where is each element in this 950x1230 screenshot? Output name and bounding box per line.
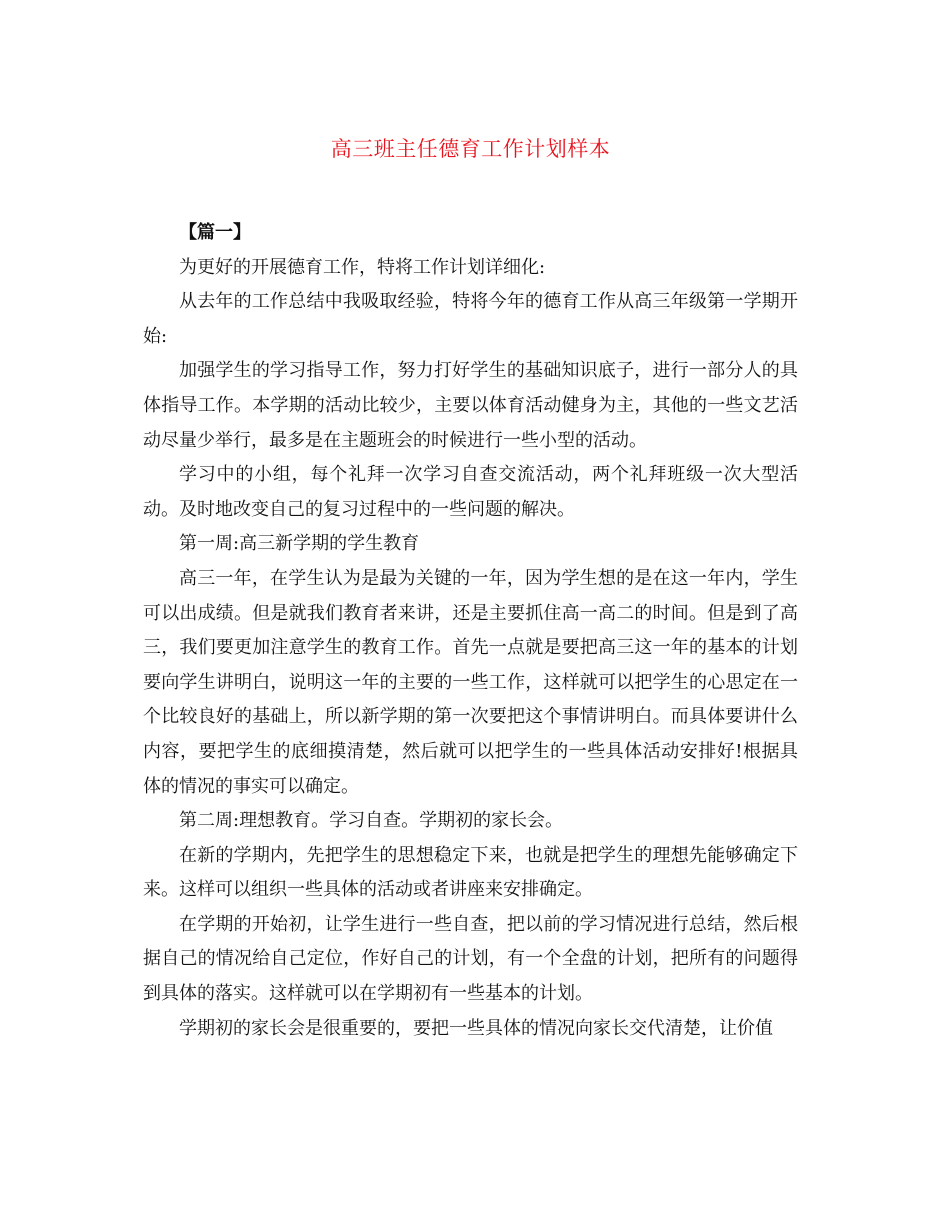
week-heading: 第一周:高三新学期的学生教育 [179,533,420,555]
paragraph: 加强学生的学习指导工作，努力打好学生的基础知识底子，进行一部分人的具体指导工作。本学期的活动比较少，主要以体育活动健身为主，其他的一些文艺活动尽量少举行，最多是在主题班会的时候进行一些小型的活动。 [143,360,798,451]
week-heading: 第二周:理想教育。学习自查。学期初的家长会。 [179,810,564,832]
paragraph: 从去年的工作总结中我吸取经验，特将今年的德育工作从高三年级第一学期开始: [143,291,798,347]
document-body [143,216,798,1046]
paragraph: 为更好的开展德育工作，特将工作计划详细化: [179,256,546,278]
paragraph: 学习中的小组，每个礼拜一次学习自查交流活动，两个礼拜班级一次大型活动。及时地改变自己的复习过程中的一些问题的解决。 [143,464,798,520]
section-heading: 【篇一】 [179,222,251,243]
document-title: 高三班主任德育工作计划样本 [330,137,611,161]
paragraph: 高三一年，在学生认为是最为关键的一年，因为学生想的是在这一年内，学生可以出成绩。但是就我们教育者来讲，还是主要抓住高一高二的时间。但是到了高三，我们要更加注意学生的教育工作。首先一点就是要把高三这一年的基本的计划要向学生讲明白，说明这一年的主要的一些工作，这样就可以把学生的心思定在一个比较良好的基础上，所以新学期的第一次要把这个事情讲明白。而具体要讲什么内容，要把学生的底细摸清楚，然后就可以把学生的一些具体活动安排好!根据具体的情况的事实可以确定。 [143,567,798,797]
paragraph: 学期初的家长会是很重要的，要把一些具体的情况向家长交代清楚，让价值 [179,1017,773,1039]
paragraph: 在新的学期内，先把学生的思想稳定下来，也就是把学生的理想先能够确定下来。这样可以组织一些具体的活动或者讲座来安排确定。 [143,844,798,901]
paragraph: 在学期的开始初，让学生进行一些自查，把以前的学习情况进行总结，然后根据自己的情况给自己定位，作好自己的计划，有一个全盘的计划，把所有的问题得到具体的落实。这样就可以在学期初有一些基本的计划。 [143,913,798,1005]
